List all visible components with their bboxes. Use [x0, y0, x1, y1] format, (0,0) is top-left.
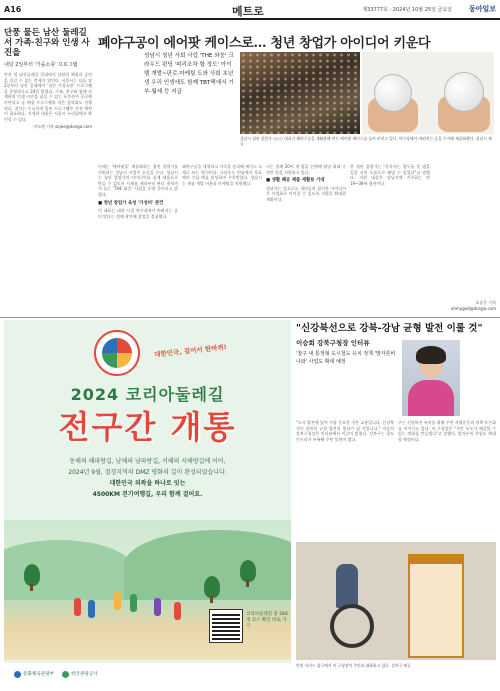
ad-landscape-illustration: [4, 520, 291, 660]
crowd-photo: [240, 52, 360, 134]
main-col3-text: 시는 올해 20여 개 팀을 선정해 팀당 최대 수천만 원을 지원하고 있다.: [266, 164, 346, 175]
ad-year-title: 2024 코리아둘레길: [70, 385, 225, 404]
service-photo-caption: 민원 서비스 창구에서 이 구청장이 주민과 대화하고 있다. 강북구 제공: [296, 663, 411, 668]
main-col2-text: 폐야구공을 세척하고 가죽을 분리해 케이스 소재로 쓰는 방식이다. 크라우드 펀딩에서 목표액의 수십 배를 달성하며 주목받았다. 성남시는 제품 개발 비용과 마케팅을 지원했다.: [182, 164, 262, 186]
mayor-portrait: [402, 340, 460, 416]
interview-headline[interactable]: "신강북선으로 강북-강남 균형 발전 이룰 것": [296, 323, 483, 334]
sponsor-1-label: 문화체육관광부: [23, 672, 55, 677]
section-divider: [0, 317, 500, 318]
ad-body-line-2: 2024년 9월, 접경지역의 DMZ 평화의 길이 완성되었습니다.: [68, 469, 227, 476]
main-column-4: [350, 164, 430, 312]
main-column-2: [182, 164, 262, 312]
ad-main-title: 전구간 개통: [58, 408, 237, 446]
newspaper-logo[interactable]: 동아일보: [468, 5, 496, 13]
main-subhead-1: ■ 청년 창업가 육성 '가성비' 관건: [98, 200, 164, 206]
sponsor-2-label: 한국관광공사: [71, 672, 98, 677]
korea-dulle-trail-logo-icon: [94, 330, 140, 376]
side-subheadline: 내달 2일부터 '가을소풍' 프로그램: [4, 62, 78, 68]
ad-body-line-4: 4500KM 걷기여행길, 우리 함께 걸어요.: [92, 491, 203, 498]
qr-caption: 코리아둘레길 총 284개 코스 확인 바로 가기: [246, 612, 288, 629]
ad-body-line-3: 대한민국 외곽을 하나로 잇는: [109, 480, 186, 487]
main-column-3: [266, 164, 346, 312]
interview-body-1: "도시 발전에 있어 가장 중요한 것은 교통입니다. 신강북선이 강북의 균형 발전의 열쇠가 될 것입니다." 이승희 강북구청장은 인터뷰에서 이같이 밝혔다. 강북구는 철도 인프라가 부족해 주민 불편이 컸다.: [296, 420, 394, 442]
kto-logo-icon: [62, 671, 69, 678]
main-col3b-text: 성남시는 앞으로도 청년들의 참신한 아이디어가 사업화로 이어질 수 있도록 지원을 확대할 계획이다.: [266, 185, 346, 202]
main-column-5: [434, 164, 496, 312]
qr-code[interactable]: [210, 610, 242, 642]
main-photo-caption: 성남시 청년 창업가 ○○○ 대표가 폐야구공을 재활용해 만든 에어팟 케이스를 들어 보이고 있다. 야구장에서 버려지는 공을 수거해 제품화했다. 성남시 제공: [240, 136, 492, 146]
ad-tagline: 대한민국, 걸어서 한바퀴!: [153, 343, 228, 359]
sponsor-ministry: [14, 671, 54, 678]
main-column-1: [98, 164, 178, 312]
main-col4-text: 한 청년 창업가는 "혼자서는 엄두를 못 냈을 일을 시의 도움으로 해낼 수 있었다"고 말했다. 지원 대상은 성남시에 거주하는 만 19~39세 청년이다.: [350, 164, 430, 186]
main-col1b-text: 이 대표는 대학 시절 야구장에서 버려지는 공이 많다는 점에 착안해 창업을 결심했다.: [98, 208, 178, 219]
interview-deck: '창구 내 통정형 도시철도 유치 정책 '발자론비 나와' 사업도 확대 예정: [296, 351, 396, 365]
sponsor-kto: [62, 671, 98, 678]
interview-body-2: 구는 신강북선 유치를 위해 주민 서명운동과 정책 토론회를 이어가고 있다. 이 구청장은 "주민 모두가 체감할 수 있는 변화를 만들겠다"고 말했다. 발자론비 사업도 확대할 예정이다.: [398, 420, 496, 442]
service-desk-photo: [296, 542, 496, 660]
main-deck: 성남시 청년 사회 사업 'THE 와웅' 크라우드 펀딩 '피리조차 할 정도' 아이템 개발~판로·마케팅 도와 사회 초년생 우리 인생에도 함께 TBT팩에서 기부-월세 등 지급: [144, 53, 234, 95]
ad-sponsors: [4, 663, 291, 685]
government-emblem-icon: [14, 671, 21, 678]
side-headline[interactable]: 단풍 물든 남산 둘레길서 가족·친구와 인생 사진을: [4, 28, 90, 58]
main-byline: 오승준 기자 ohmygod@donga.com: [450, 300, 496, 311]
side-byline: 이소정 기자 sojee@donga.com: [33, 124, 92, 130]
issue-date: 제33777호 · 2024년 10월 25일 금요일: [362, 7, 452, 13]
baseball-case-photo: [362, 52, 494, 134]
ad-body-line-1: 동해의 해파랑길, 남해의 남파랑길, 서해의 서해랑길에 이어,: [69, 458, 226, 465]
side-body: 단풍 철 남산둘레길 일대에서 다양한 체험과 공연을 즐길 수 있는 축제가 열린다. 서울시는 다음 달 2일부터 남산 일대에서 '남산 가을소풍' 프로그램을 운영한다고 24일 밝혔다. 가족, 친구와 함께 산책하며 인생 사진을 남길 수 있는 포토존이 곳곳에 마련되고 숲 해설 프로그램과 작은 음악회도 진행된다. 참가는 무료이며 일부 프로그램은 사전 예약이 필요하다. 자세한 내용은 서울시 누리집에서 확인할 수 있다.: [4, 72, 92, 122]
ad-body-text: [4, 456, 291, 500]
main-col1-text: 이제는 '에어팟을' 제품화하는 청년 창업가를 지원하는 성남시 사업이 눈길을 끈다. 성남시는 청년 창업가의 아이디어를 실제 제품으로 만들 수 있도록 시제품 제작부터 판로 개척까지 돕는 'THE 와웅' 사업을 운영 중이라고 밝혔다.: [98, 164, 178, 197]
korea-dulle-trail-advertisement[interactable]: [4, 320, 291, 685]
section-title: 메트로: [232, 5, 264, 18]
main-headline[interactable]: 폐야구공이 에어팟 케이스로… 청년 창업가 아이디어 키운다: [98, 36, 431, 51]
main-subhead-2: ■ 생활 폐공 제품 재활용 기대: [266, 178, 325, 184]
page-header: [0, 0, 500, 20]
page-number: A16: [4, 5, 22, 14]
left-column-article: [4, 28, 92, 308]
right-interview-article: [296, 320, 496, 688]
interview-subject: 이승희 강북구청장 인터뷰: [296, 339, 370, 347]
